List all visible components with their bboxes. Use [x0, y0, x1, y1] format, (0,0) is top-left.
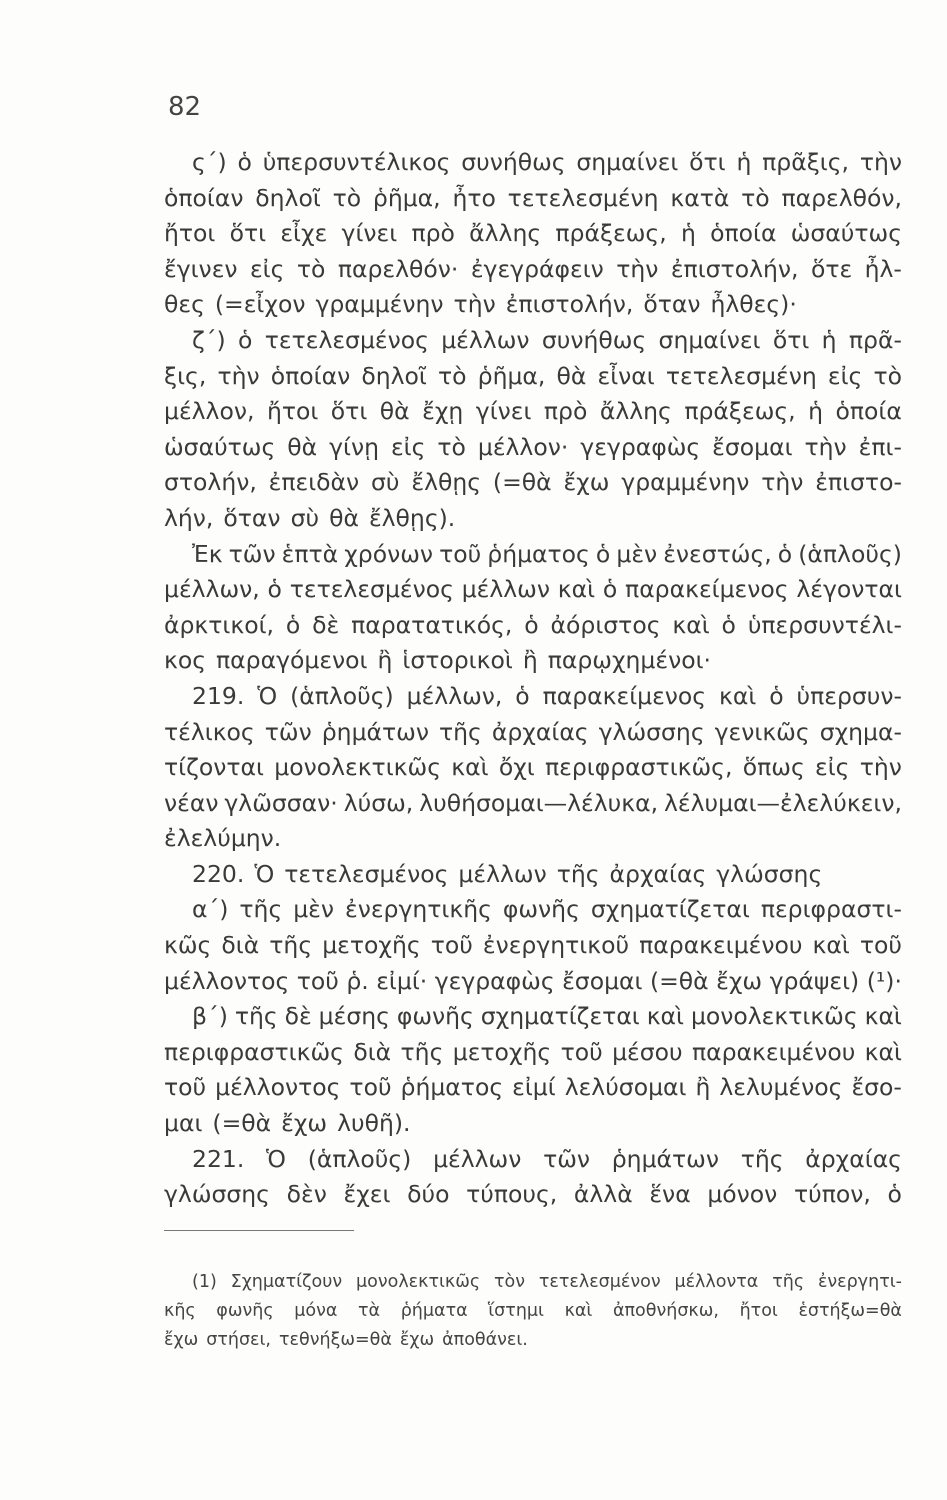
page-number: 82 [168, 92, 202, 122]
text-line: ς΄) ὁ ὑπερσυντέλικος συνήθως σημαίνει ὅτι ἡ πρᾶξις, τὴν [192, 148, 902, 176]
text-line: τοῦ μέλλοντος τοῦ ῥήματος εἰμί λελύσομαι ἢ λελυμένος ἔσο- [164, 1073, 902, 1102]
text-line: ξις, τὴν ὁποίαν δηλοῖ τὸ ῥῆμα, θὰ εἶναι τετελεσμένη εἰς τὸ [164, 361, 902, 390]
text-line: ζ΄) ὁ τετελεσμένος μέλλων συνήθως σημαίνει ὅτι ἡ πρᾶ- [192, 325, 902, 354]
footnote-line: (1) Σχηματίζουν μονολεκτικῶς τὸν τετελεσμένον μέλλοντα τῆς ἐνεργητι- [192, 1272, 902, 1292]
text-line: ἤτοι ὅτι εἶχε γίνει πρὸ ἄλλης πράξεως, ἡ ὁποία ὡσαύτως [164, 219, 902, 248]
text-line: ὁποίαν δηλοῖ τὸ ῥῆμα, ἦτο τετελεσμένη κατὰ τὸ παρελθόν, [164, 183, 902, 212]
footnote-line: κῆς φωνῆς μόνα τὰ ῥήματα ἵστημι καὶ ἀποθνήσκω, ἤτοι ἑστήξω=θὰ [164, 1301, 902, 1321]
text-line: τέλικος τῶν ῥημάτων τῆς ἀρχαίας γλώσσης γενικῶς σχημα- [164, 717, 902, 746]
footnotes [164, 1268, 902, 1355]
text-line: τίζονται μονολεκτικῶς καὶ ὄχι περιφραστικῶς, ὅπως εἰς τὴν [164, 753, 902, 782]
text-line: νέαν γλῶσσαν· λύσω, λυθήσομαι—λέλυκα, λέλυμαι—ἐλελύκειν, [164, 788, 902, 817]
text-line: λήν, ὅταν σὺ θὰ ἔλθῃς). [164, 503, 456, 532]
footnote-separator [164, 1230, 354, 1231]
text-line: περιφραστικῶς διὰ τῆς μετοχῆς τοῦ μέσου παρακειμένου καὶ [164, 1037, 902, 1066]
text-line: 220. Ὁ τετελεσμένος μέλλων τῆς ἀρχαίας γλώσσης [192, 859, 823, 888]
text-line: μέλλον, ἤτοι ὅτι θὰ ἔχῃ γίνει πρὸ ἄλλης πράξεως, ἡ ὁποία [164, 397, 902, 426]
text-line: γλώσσης δὲν ἔχει δύο τύπους, ἀλλὰ ἕνα μόνον τύπον, ὁ [164, 1180, 902, 1209]
text-line: 221. Ὁ (ἁπλοῦς) μέλλων τῶν ῥημάτων τῆς ἀρχαίας [192, 1144, 902, 1173]
text-line: ἔγινεν εἰς τὸ παρελθόν· ἐγεγράφειν τὴν ἐπιστολήν, ὅτε ἦλ- [164, 254, 902, 283]
text-line: ἀρκτικοί, ὁ δὲ παρατατικός, ὁ ἀόριστος καὶ ὁ ὑπερσυντέλι- [164, 610, 902, 639]
text-line: α΄) τῆς μὲν ἐνεργητικῆς φωνῆς σχηματίζεται περιφραστι- [192, 895, 902, 924]
footnote-line: ἔχω στήσει, τεθνήξω=θὰ ἔχω ἀποθάνει. [164, 1330, 528, 1350]
text-line: μέλλων, ὁ τετελεσμένος μέλλων καὶ ὁ παρακείμενος λέγονται [164, 575, 902, 604]
text-line: κος παραγόμενοι ἢ ἱστορικοὶ ἢ παρῳχημένοι· [164, 646, 712, 675]
text-line: κῶς διὰ τῆς μετοχῆς τοῦ ἐνεργητικοῦ παρακειμένου καὶ τοῦ [164, 931, 902, 960]
body-text [164, 145, 902, 1213]
text-line: Ἐκ τῶν ἑπτὰ χρόνων τοῦ ῥήματος ὁ μὲν ἐνεστώς, ὁ (ἁπλοῦς) [192, 539, 902, 568]
text-line: ὡσαύτως θὰ γίνῃ εἰς τὸ μέλλον· γεγραφὼς ἔσομαι τὴν ἐπι- [164, 432, 902, 461]
text-line: 219. Ὁ (ἁπλοῦς) μέλλων, ὁ παρακείμενος καὶ ὁ ὑπερσυν- [192, 681, 902, 710]
text-line: μέλλοντος τοῦ ῥ. εἰμί· γεγραφὼς ἔσομαι (=θὰ ἔχω γράψει) (¹)· [164, 966, 902, 995]
text-line: μαι (=θὰ ἔχω λυθῆ). [164, 1109, 411, 1138]
text-line: θες (=εἶχον γραμμένην τὴν ἐπιστολήν, ὅταν ἦλθες)· [164, 290, 797, 319]
text-line: β΄) τῆς δὲ μέσης φωνῆς σχηματίζεται καὶ μονολεκτικῶς καὶ [192, 1002, 902, 1031]
text-line: ἐλελύμην. [164, 824, 282, 853]
text-line: στολήν, ἐπειδὰν σὺ ἔλθῃς (=θὰ ἔχω γραμμένην τὴν ἐπιστο- [164, 468, 902, 497]
